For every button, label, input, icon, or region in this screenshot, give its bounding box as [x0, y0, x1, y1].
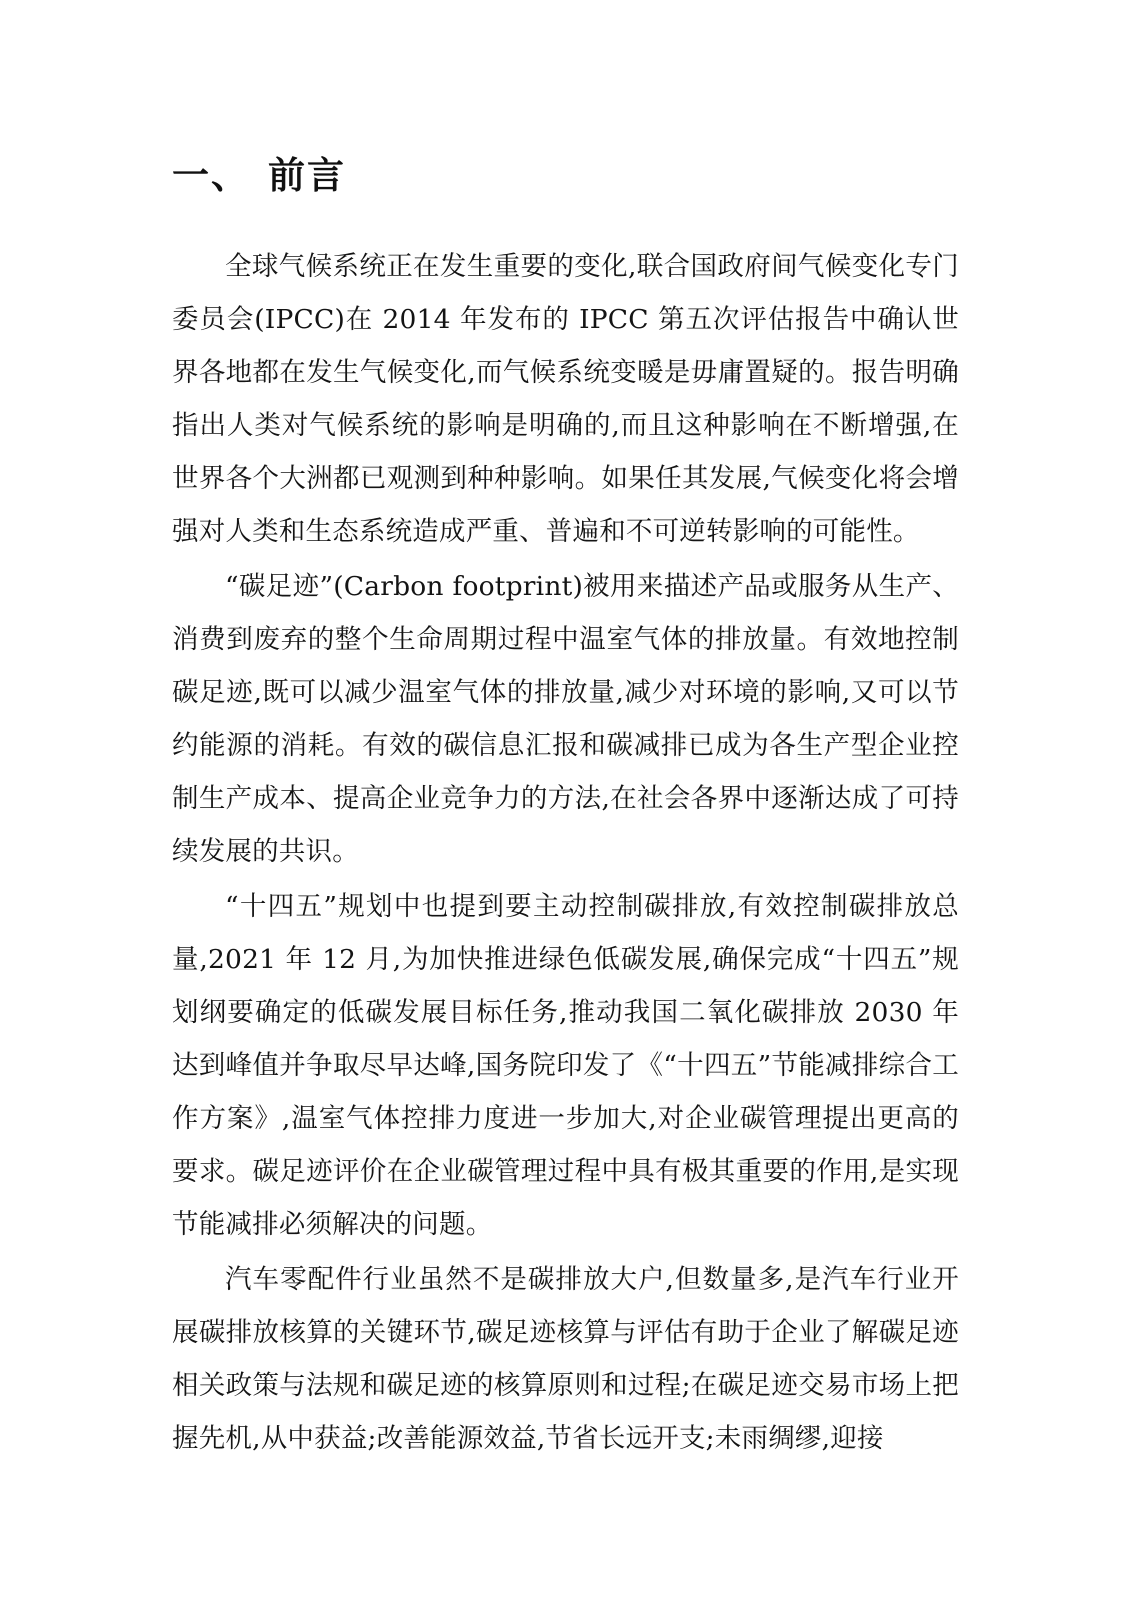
- page-title: [172, 150, 959, 202]
- body-paragraph: “碳足迹”(Carbon footprint)被用来描述产品或服务从生产、消费到废弃的整个生命周期过程中温室气体的排放量。有效地控制碳足迹,既可以减少温室气体的排放量,减少对环境的影响,又可以节约能源的消耗。有效的碳信息汇报和碳减排已成为各生产型企业控制生产成本、提高企业竞争力的方法,在社会各界中逐渐达成了可持续发展的共识。: [172, 570, 959, 867]
- body-paragraph: 汽车零配件行业虽然不是碳排放大户,但数量多,是汽车行业开展碳排放核算的关键环节,碳足迹核算与评估有助于企业了解碳足迹相关政策与法规和碳足迹的核算原则和过程;在碳足迹交易市场上把握先机,从中获益;改善能源效益,节省长远开支;未雨绸缪,迎接: [172, 1263, 959, 1454]
- heading-title: 前言: [268, 153, 346, 197]
- body-paragraph: 全球气候系统正在发生重要的变化,联合国政府间气候变化专门委员会(IPCC)在 2014 年发布的 IPCC 第五次评估报告中确认世界各地都在发生气候变化,而气候系统变暖是毋庸置疑的。报告明确指出人类对气候系统的影响是明确的,而且这种影响在不断增强,在世界各个大洲都已观测到种种影响。如果任其发展,气候变化将会增强对人类和生态系统造成严重、普遍和不可逆转影响的可能性。: [172, 250, 959, 547]
- heading-number: 一、: [172, 153, 250, 197]
- body-paragraph: “十四五”规划中也提到要主动控制碳排放,有效控制碳排放总量,2021 年 12 月,为加快推进绿色低碳发展,确保完成“十四五”规划纲要确定的低碳发展目标任务,推动我国二氧化碳排放 2030 年达到峰值并争取尽早达峰,国务院印发了《“十四五”节能减排综合工作方案》,温室气体控排力度进一步加大,对企业碳管理提出更高的要求。碳足迹评价在企业碳管理过程中具有极其重要的作用,是实现节能减排必须解决的问题。: [172, 890, 959, 1240]
